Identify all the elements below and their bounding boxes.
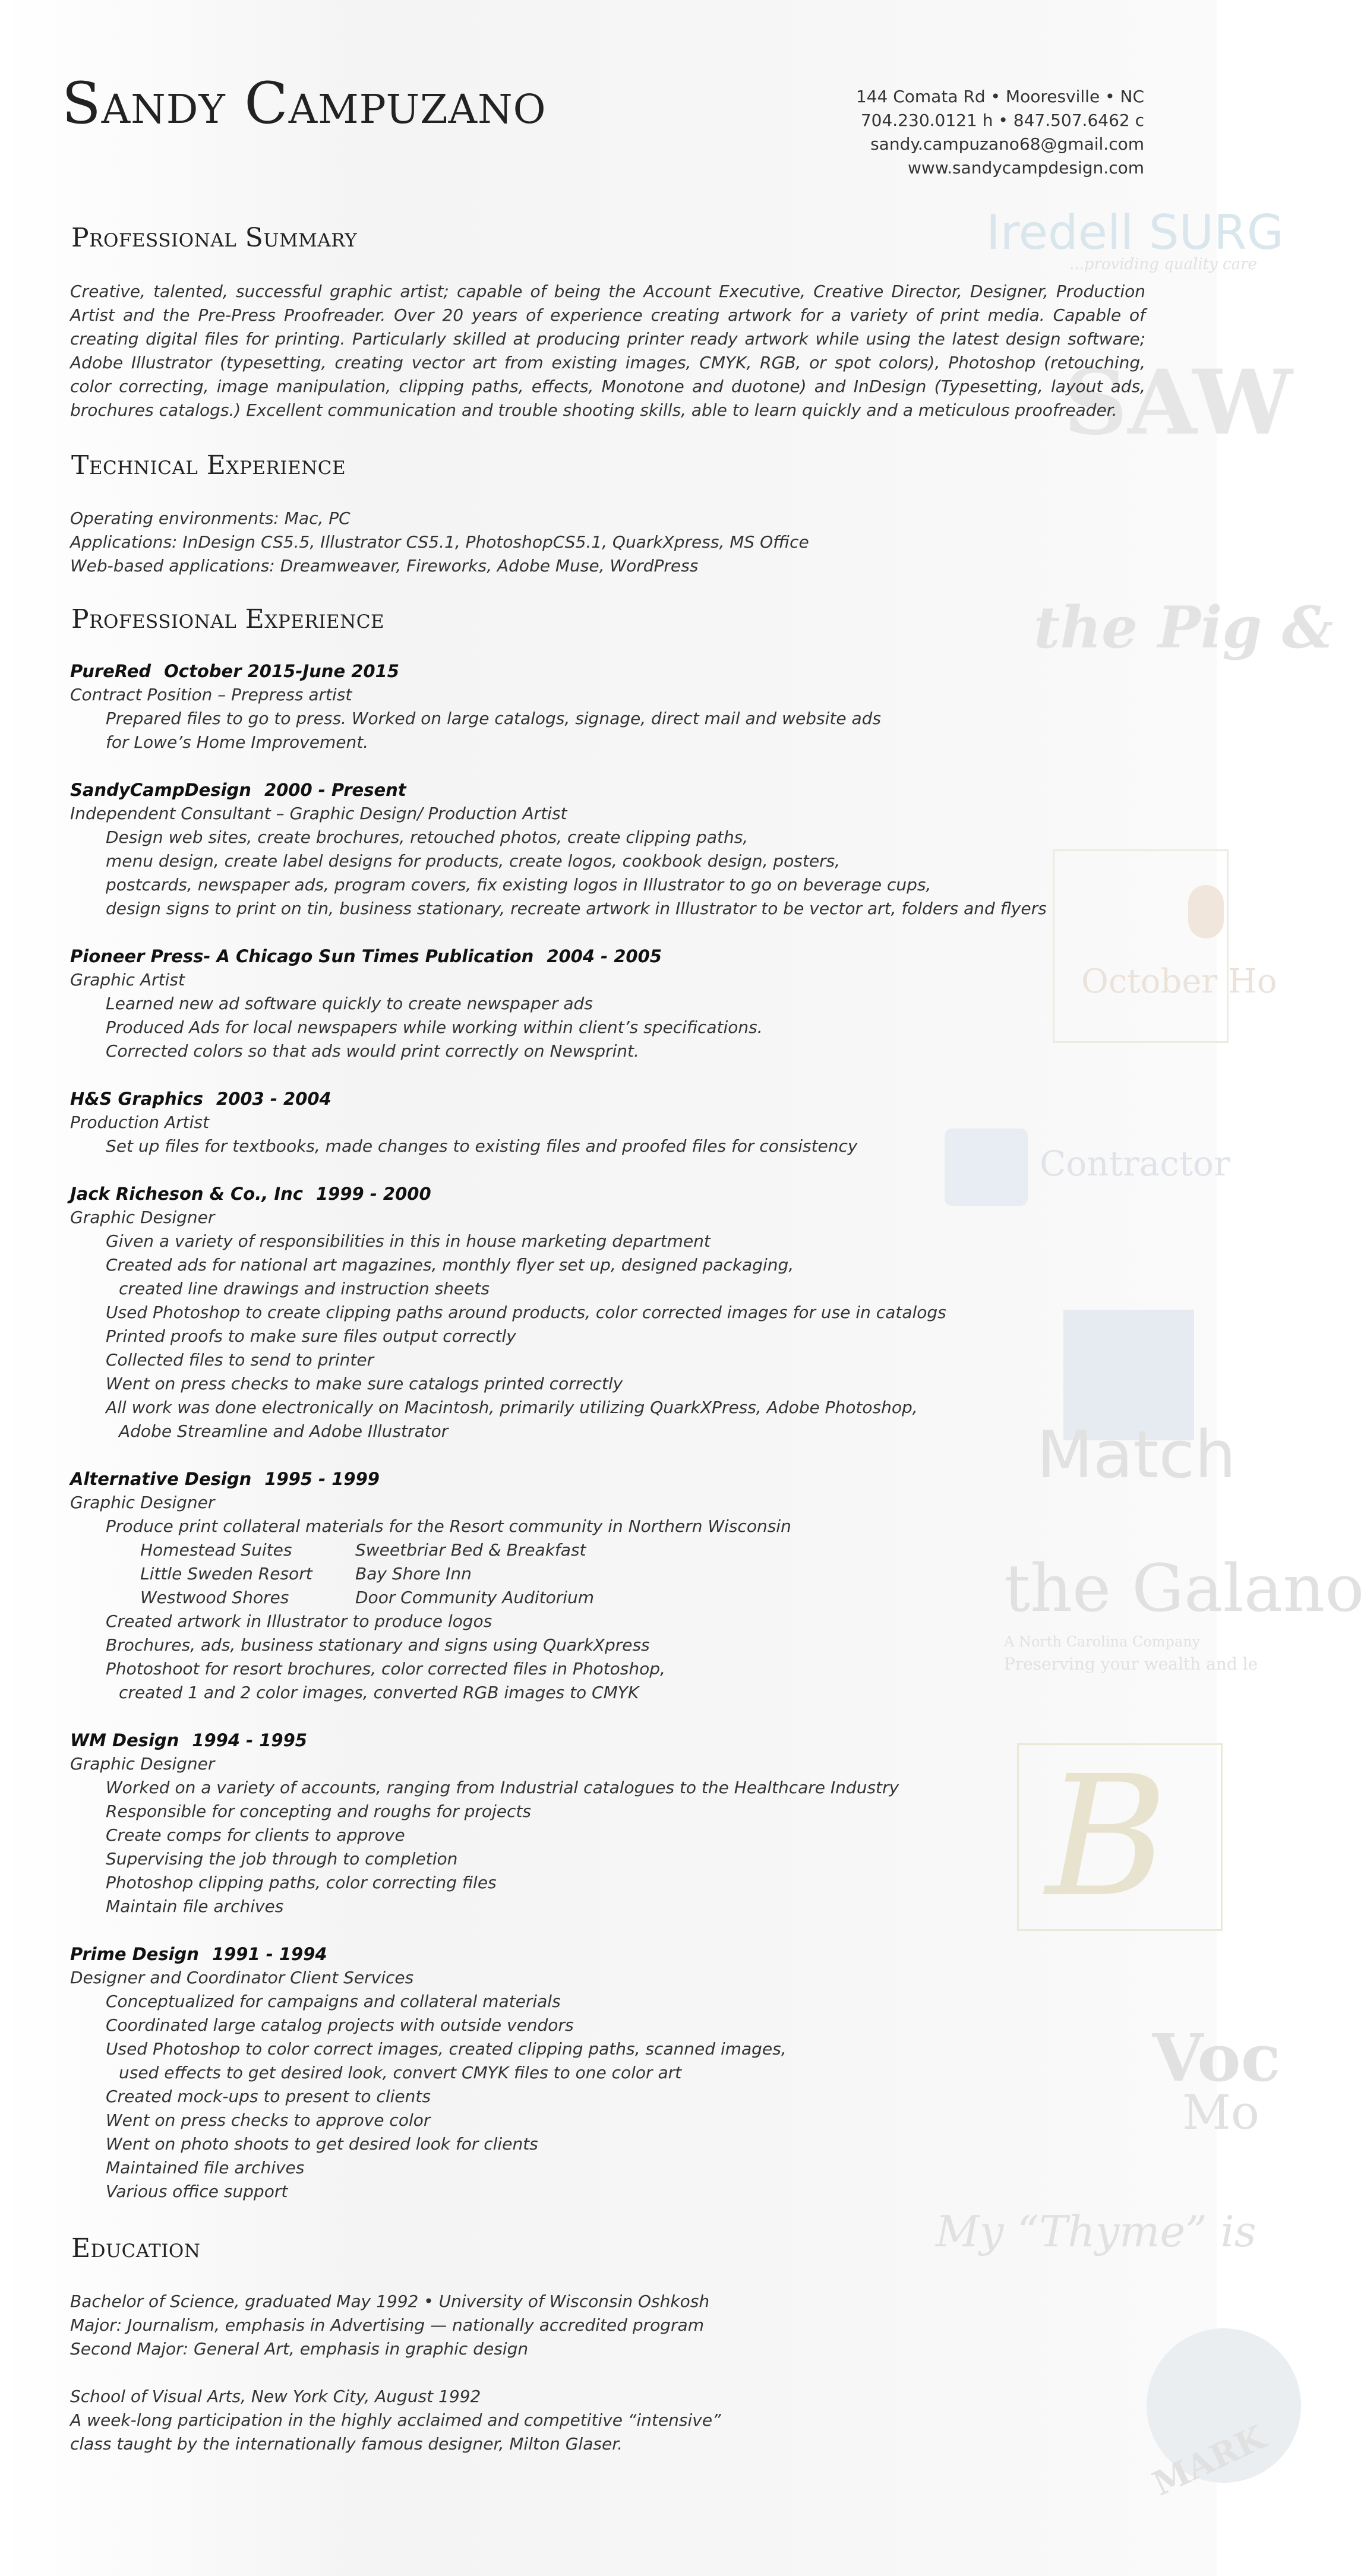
education-line: School of Visual Arts, New York City, August 1992 [70,2387,481,2406]
job-duty: Went on press checks to approve color [106,2110,431,2130]
watermark-b: B [1046,1740,1168,1934]
contact-address: 144 Comata Rd • Mooresville • NC [855,87,1144,106]
job-duty: menu design, create label designs for products, create logos, cookbook design, posters, [106,851,841,871]
job-entry [70,1467,1139,1705]
contact-website[interactable]: www.sandycampdesign.com [907,158,1144,178]
contact-block [856,85,1144,180]
education-line: Major: Journalism, emphasis in Advertising — nationally accredited program [70,2315,704,2335]
job-company: Alternative Design [70,1469,252,1489]
watermark-galano-tagline: Preserving your wealth and le [1004,1654,1258,1674]
education-line: class taught by the internationally famous designer, Milton Glaser. [70,2434,623,2454]
job-role: Graphic Designer [70,1493,215,1512]
education-line: Bachelor of Science, graduated May 1992 • University of Wisconsin Oshkosh [70,2291,710,2311]
job-duty: created line drawings and instruction sheets [119,1279,490,1298]
contact-email[interactable]: sandy.campuzano68@gmail.com [870,134,1144,154]
job-duty: Responsible for concepting and roughs for projects [106,1801,531,1821]
job-duty: for Lowe’s Home Improvement. [106,732,369,752]
job-duty: Brochures, ads, business stationary and signs using QuarkXpress [106,1635,650,1655]
job-company: Pioneer Press- A Chicago Sun Times Publication [70,946,534,966]
client-row [140,1586,1139,1610]
job-role: Contract Position – Prepress artist [70,685,352,704]
client-name: Bay Shore Inn [355,1564,472,1583]
technical-list [70,507,809,578]
job-duty: Various office support [106,2182,288,2201]
watermark-galano-sub: A North Carolina Company [1004,1633,1201,1650]
watermark-october: October Ho [1081,962,1277,1001]
job-company: H&S Graphics [70,1089,204,1109]
education-line: A week-long participation in the highly acclaimed and competitive “intensive” [70,2410,721,2430]
job-duty: Printed proofs to make sure files output correctly [106,1326,516,1346]
job-dates: 2004 - 2005 [547,946,662,966]
job-duty: used effects to get desired look, convert CMYK files to one color art [119,2063,682,2082]
job-entry [70,1728,1139,1918]
job-dates: 2003 - 2004 [216,1089,331,1109]
job-entry [70,1942,1139,2204]
client-name: Westwood Shores [140,1588,289,1607]
job-header [70,1182,1139,1206]
contact-phone: 704.230.0121 h • 847.507.6462 c [860,110,1144,130]
job-entry [70,1087,1139,1158]
job-duty: Prepared files to go to press. Worked on large catalogs, signage, direct mail and website ads [106,709,881,728]
job-duty: design signs to print on tin, business stationary, recreate artwork in Illustrator to be vector art, folders and flyers [106,899,1047,918]
job-role: Graphic Designer [70,1754,215,1774]
client-name: Homestead Suites [140,1540,292,1560]
section-title-technical: Technical Experience [71,450,346,481]
job-role: Independent Consultant – Graphic Design/ Production Artist [70,804,567,823]
job-duty: Produced Ads for local newspapers while working within client’s specifications. [106,1017,763,1037]
client-name: Door Community Auditorium [355,1588,595,1607]
job-duty: Went on photo shoots to get desired look for clients [106,2134,538,2154]
job-company: WM Design [70,1730,179,1750]
watermark-galano: the Galano [1004,1550,1364,1626]
job-duty: Photoshop clipping paths, color correcting files [106,1873,497,1892]
job-entry [70,1182,1139,1443]
job-dates: 1994 - 1995 [192,1730,307,1750]
experience-list [70,659,1139,2227]
job-company: Prime Design [70,1944,199,1964]
job-role: Designer and Coordinator Client Services [70,1968,414,1987]
technical-line: Web-based applications: Dreamweaver, Fireworks, Adobe Muse, WordPress [70,556,699,576]
job-dates: 2000 - Present [264,780,406,800]
job-duty: Corrected colors so that ads would print correctly on Newsprint. [106,1041,639,1061]
job-header [70,1087,1139,1111]
job-header [70,1942,1139,1966]
watermark-iredell-tagline: ...providing quality care [1069,255,1257,273]
job-company: Jack Richeson & Co., Inc [70,1184,303,1204]
job-duty: Used Photoshop to color correct images, created clipping paths, scanned images, [106,2039,787,2059]
job-duty: Created ads for national art magazines, monthly flyer set up, designed packaging, [106,1255,794,1275]
watermark-saw: SAW [1063,350,1293,455]
education-list [70,2290,721,2456]
job-entry [70,778,1139,921]
job-duty: Set up files for textbooks, made changes to existing files and proofed files for consistency [106,1136,858,1156]
job-duty: Coordinated large catalog projects with outside vendors [106,2015,574,2035]
watermark-vocal-2: Mo [1182,2085,1260,2140]
job-header [70,1467,1139,1491]
job-header [70,1728,1139,1752]
job-duty: Collected files to send to printer [106,1350,374,1370]
job-dates: 1999 - 2000 [315,1184,431,1204]
job-company: PureRed [70,661,151,681]
job-entry [70,659,1139,754]
job-duty: Maintain file archives [106,1897,284,1916]
job-duty: postcards, newspaper ads, program covers, fix existing logos in Illustrator to go on beverage cups, [106,875,932,895]
education-spacer [70,2361,721,2385]
job-duty: Went on press checks to make sure catalogs printed correctly [106,1374,623,1393]
job-duty: All work was done electronically on Macintosh, primarily utilizing QuarkXPress, Adobe Photoshop, [106,1398,918,1417]
job-company: SandyCampDesign [70,780,251,800]
watermark-contractor: Contractor [1040,1143,1230,1184]
summary-text: Creative, talented, successful graphic artist; capable of being the Account Executive, Creative Director, Designer, Production Artist and the Pre-Press Proofreader. Over 20 years of experience creating artwork for a variety of print media. Capable of creating digital files for printing. Particularly skilled at producing printer ready artwork while using the latest design software; Adobe Illustrator (typesetting, creating vector art from existing images, CMYK, RGB, or spot colors), Photoshop (retouching, color correcting, image manipulation, clipping paths, effects, Monotone and duotone) and InDesign (Typesetting, layout ads, brochures catalogs.) Excellent communication and trouble shooting skills, able to learn quickly and a meticulous proofreader. [70,282,1145,420]
job-duty: Created artwork in Illustrator to produce logos [106,1611,492,1631]
candidate-name: Sandy Campuzano [62,70,547,137]
watermark-match: Match [1037,1417,1236,1493]
client-row [140,1562,1139,1586]
job-dates: 1991 - 1994 [211,1944,327,1964]
watermark-iredell: Iredell SURG [986,205,1284,260]
watermark-mark: MARK [1147,2417,1272,2504]
client-table [70,1538,1139,1610]
job-entry [70,944,1139,1063]
job-role: Graphic Designer [70,1208,215,1227]
job-duty: Adobe Streamline and Adobe Illustrator [119,1421,449,1441]
watermark-pig: the Pig & [1034,594,1334,661]
client-name: Little Sweden Resort [140,1564,312,1583]
technical-line: Applications: InDesign CS5.5, Illustrator CS5.1, PhotoshopCS5.1, QuarkXpress, MS Office [70,532,809,552]
job-duty: Design web sites, create brochures, retouched photos, create clipping paths, [106,827,749,847]
client-row [140,1538,1139,1562]
job-duty: Produce print collateral materials for the Resort community in Northern Wisconsin [106,1516,791,1536]
job-header [70,944,1139,968]
job-duty: Created mock-ups to present to clients [106,2087,431,2106]
job-duty: Conceptualized for campaigns and collateral materials [106,1992,561,2011]
job-header [70,659,1139,683]
job-duty: created 1 and 2 color images, converted RGB images to CMYK [119,1683,639,1702]
job-duty: Photoshoot for resort brochures, color corrected files in Photoshop, [106,1659,665,1679]
job-duty: Maintained file archives [106,2158,305,2177]
watermark-vocal: Voc [1153,2019,1281,2096]
job-duty: Worked on a variety of accounts, ranging from Industrial catalogues to the Healthcare Industry [106,1778,899,1797]
job-role: Production Artist [70,1112,209,1132]
job-dates: 1995 - 1999 [264,1469,380,1489]
job-role: Graphic Artist [70,970,185,990]
job-duty: Given a variety of responsibilities in this in house marketing department [106,1231,711,1251]
education-line: Second Major: General Art, emphasis in graphic design [70,2339,529,2359]
job-duty: Create comps for clients to approve [106,1825,405,1845]
section-title-experience: Professional Experience [71,604,385,634]
job-header [70,778,1139,802]
client-name: Sweetbriar Bed & Breakfast [355,1540,586,1560]
technical-line: Operating environments: Mac, PC [70,508,351,528]
job-dates: October 2015-June 2015 [164,661,399,681]
watermark-thyme: My “Thyme” is [936,2207,1256,2256]
job-duty: Supervising the job through to completion [106,1849,458,1869]
section-title-education: Education [71,2233,201,2264]
job-duty: Learned new ad software quickly to create newspaper ads [106,994,593,1013]
job-duty: Used Photoshop to create clipping paths around products, color corrected images for use in catalogs [106,1303,946,1322]
section-title-summary: Professional Summary [71,223,358,253]
